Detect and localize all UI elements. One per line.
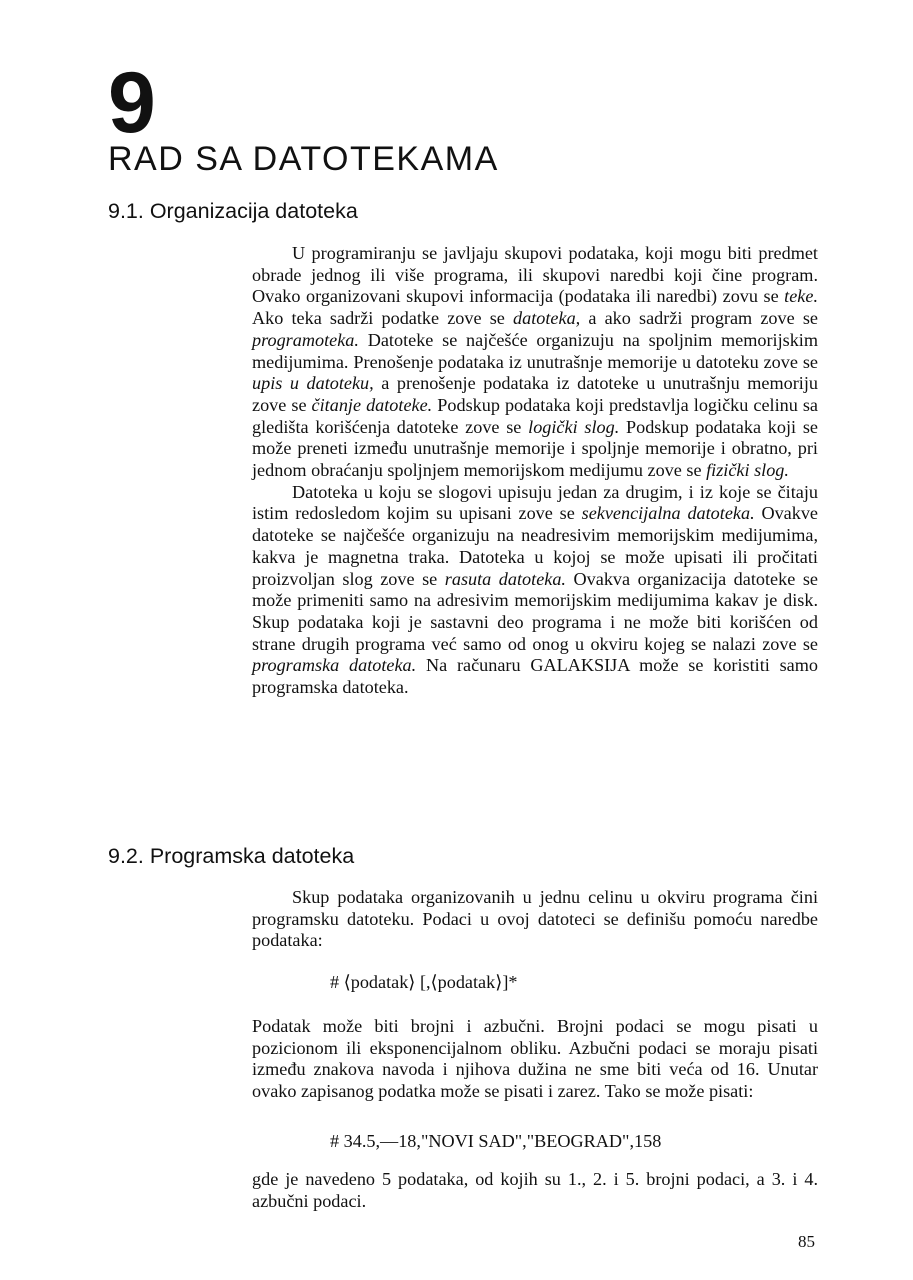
italic-term: logički slog.: [528, 416, 620, 437]
text-run: a ako sadrži program zove se: [580, 308, 818, 329]
chapter-title: RAD SA DATOTEKAMA: [108, 140, 499, 178]
paragraph-1: [252, 243, 818, 482]
section-title-9-2: 9.2. Programska datoteka: [108, 844, 355, 868]
text-run: Podskup podataka koji se može preneti između unutrašnje memorije i spoljnje memorije i obratno, pri jednom obraćanju spoljnjem memorijskom medijumu zove se: [252, 416, 818, 481]
page-number: 85: [798, 1232, 815, 1251]
text-run: Na računaru GALAKSIJA može se koristiti samo programska datoteka.: [252, 655, 818, 698]
paragraph-2: [252, 482, 818, 699]
italic-term: rasuta datoteka.: [444, 568, 566, 589]
syntax-formula: # ⟨podatak⟩ [,⟨podatak⟩]*: [330, 972, 518, 992]
chapter-number: 9: [108, 55, 156, 151]
section-title-9-1: 9.1. Organizacija datoteka: [108, 199, 358, 223]
example-explanation: gde je navedeno 5 podataka, od kojih su 1., 2. i 5. brojni podaci, a 3. i 4. azbučni podaci.: [252, 1169, 818, 1211]
italic-term: sekvencijalna datoteka.: [581, 503, 755, 524]
section-9-2-intro: [252, 887, 818, 952]
datatype-paragraph: Podatak može biti brojni i azbučni. Brojni podaci se mogu pisati u pozicionom ili eksponencijalnom obliku. Azbučni podaci se moraju pisati između znakova navoda i njihova dužina ne sme biti veća od 16. Unutar ovako zapisanog podatka može se pisati i zarez. Tako se može pisati:: [252, 1016, 818, 1102]
text-run: Ako teka sadrži podatke zove se: [252, 308, 514, 329]
text-run: U programiranju se javljaju skupovi podataka, koji mogu biti predmet obrade jednog ili više programa, ili skupovi naredbi koji čine program. Ovako organizovani skupovi informacija (podataka ili naredbi) zovu se: [252, 243, 818, 307]
text-run: Podskup podataka koji predstavlja logičku celinu sa gledišta korišćenja datoteke zove se: [252, 394, 818, 437]
text-run: a prenošenje podataka iz datoteke u unutrašnju memoriju zove se: [252, 373, 818, 415]
text-run: Ovakve datoteke se najčešće organizuju na neadresivim memorijskim medijumima, kakva je magnetna traka. Datoteka u kojoj se može upisati ili pročitati proizvoljan slog zove se: [252, 503, 819, 589]
section-9-1-body: [252, 243, 818, 699]
italic-term: programoteka.: [252, 329, 359, 350]
italic-term: programska datoteka.: [252, 655, 417, 676]
italic-term: datoteka,: [513, 308, 581, 329]
text-run: Ovakva organizacija datoteke se može primeniti samo na adresivim memorijskim medijumima kakav je disk. Skup podataka koji je sastavni deo programa i ne može biti korišćen od strane drugih programa već samo od onog u okviru kojeg se nalazi zove se: [252, 568, 818, 654]
italic-term: upis u datoteku,: [252, 373, 374, 394]
text-run: Datoteka u koju se slogovi upisuju jedan za drugim, i iz koje se čitaju istim redosledom kojim su upisani zove se: [252, 481, 818, 524]
section-9-2-para3: [252, 1169, 818, 1212]
example-formula: # 34.5,—18,"NOVI SAD","BEOGRAD",158: [330, 1131, 662, 1151]
italic-term: fizički slog.: [706, 460, 789, 481]
italic-term: teke.: [784, 286, 818, 307]
intro-paragraph: Skup podataka organizovanih u jednu celinu u okviru programa čini programsku datoteku. Podaci u ovoj datoteci se definišu pomoću naredbe podataka:: [252, 887, 818, 951]
italic-term: čitanje datoteke.: [311, 394, 433, 415]
section-9-2-para2: [252, 1016, 818, 1103]
text-run: Datoteke se najčešće organizuju na spoljnim memorijskim medijumima. Prenošenje podataka iz unutrašnje memorije u datoteku zove se: [252, 329, 818, 372]
